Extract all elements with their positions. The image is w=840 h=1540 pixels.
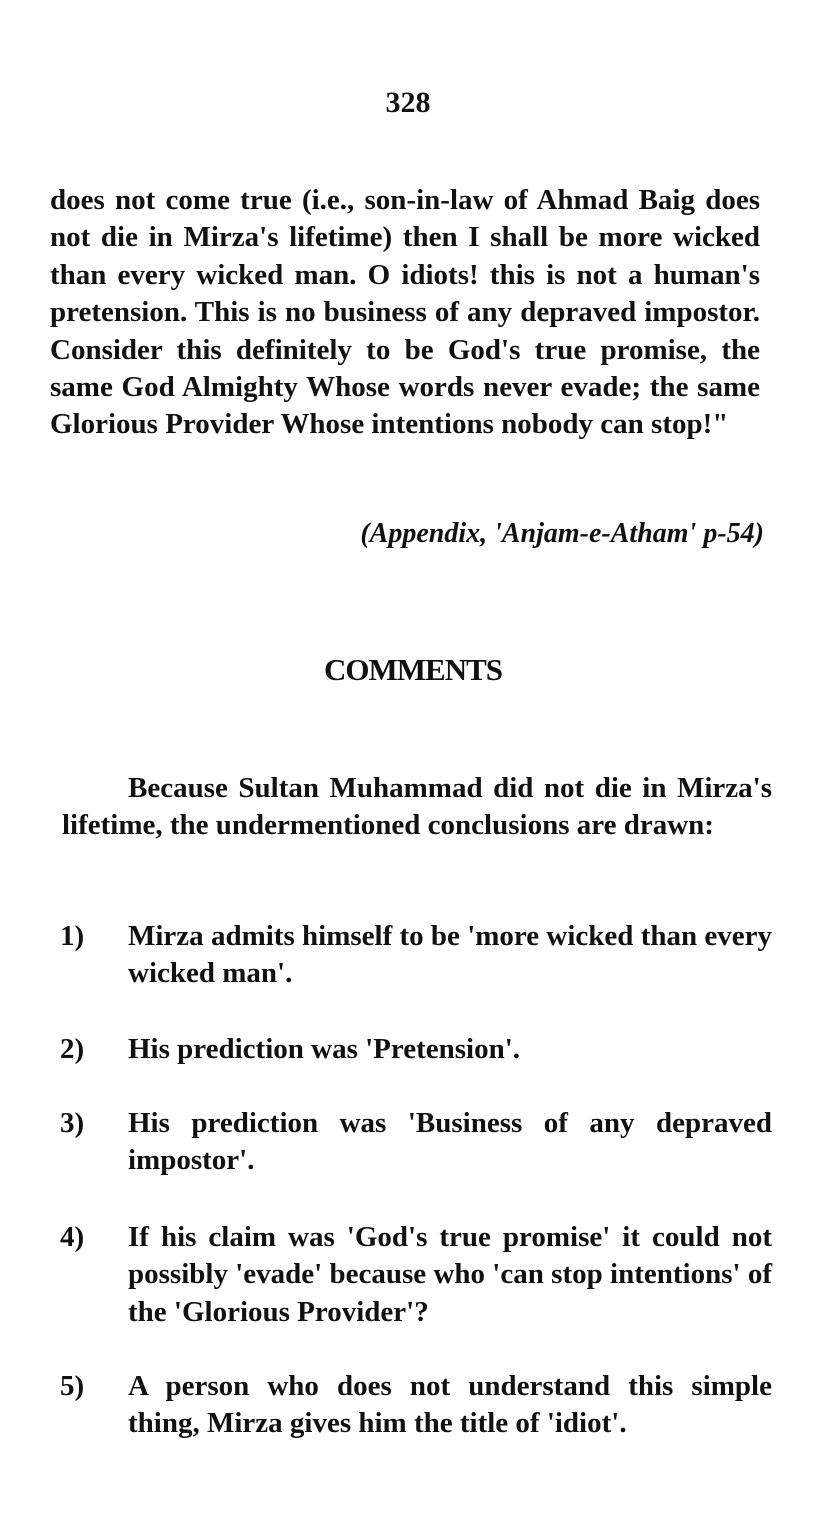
quote-paragraph: does not come true (i.e., son-in-law of Ahmad Baig does not die in Mirza's lifetime) then I shall be more wicked than every wicked man. O idiots! this is not a human's pretension. This is no business of any depraved impostor. Consider this definitely to be God's true promise, the same God Almighty Whose words never evade; the same Glorious Provider Whose intentions nobody can stop!" — [50, 184, 760, 441]
comments-heading: COMMENTS — [324, 652, 502, 687]
list-item-number: 3) — [60, 1107, 85, 1139]
citation: (Appendix, 'Anjam-e-Atham' p-54) — [360, 518, 764, 549]
list-item-text: His prediction was 'Pretension'. — [128, 1033, 521, 1065]
list-item-number: 2) — [60, 1033, 85, 1065]
comments-intro-paragraph: Because Sultan Muhammad did not die in Mirza's lifetime, the undermentioned conclusions are drawn: — [62, 772, 772, 842]
list-item-text: His prediction was 'Business of any depraved impostor'. — [128, 1107, 772, 1177]
list-item-number: 5) — [60, 1370, 85, 1402]
list-item-text: If his claim was 'God's true promise' it could not possibly 'evade' because who 'can stop intentions' of the 'Glorious Provider'? — [128, 1221, 772, 1328]
list-item-number: 4) — [60, 1221, 85, 1253]
page-number: 328 — [385, 86, 431, 119]
list-item-text: Mirza admits himself to be 'more wicked than every wicked man'. — [128, 920, 772, 990]
list-item-text: A person who does not understand this simple thing, Mirza gives him the title of 'idiot'. — [128, 1370, 772, 1440]
list-item-number: 1) — [60, 920, 85, 952]
